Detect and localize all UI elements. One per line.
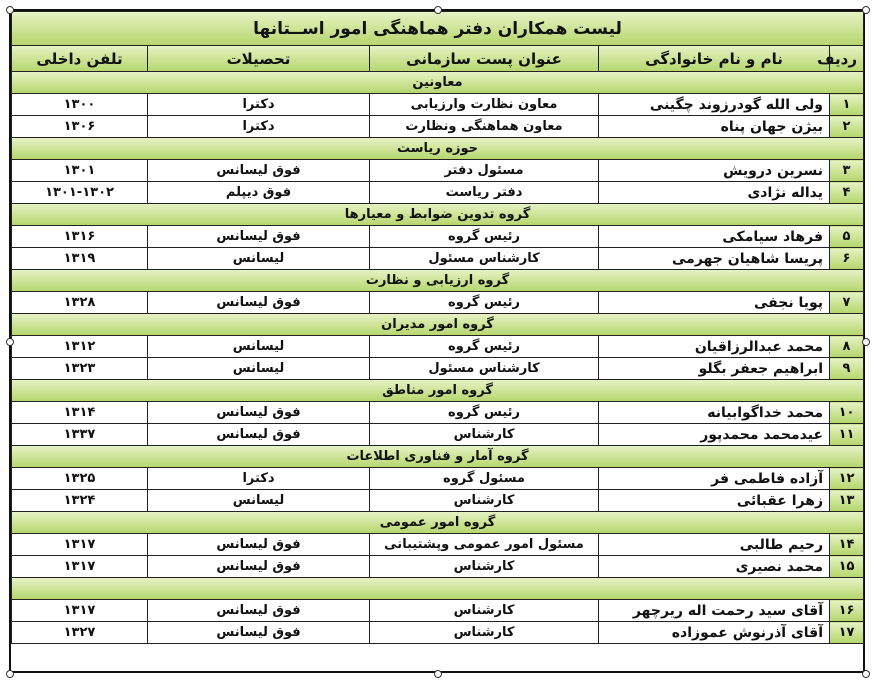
cell-index: ۱۲ bbox=[830, 468, 864, 490]
cell-phone: ۱۳۱۹ bbox=[12, 248, 148, 270]
header-name: نام و نام خانوادگی bbox=[599, 46, 830, 72]
cell-index: ۹ bbox=[830, 358, 864, 380]
cell-index: ۳ bbox=[830, 160, 864, 182]
table-row bbox=[12, 292, 864, 314]
cell-phone: ۱۳۱۷ bbox=[12, 556, 148, 578]
section-label: حوزه ریاست bbox=[12, 138, 864, 160]
cell-education: لیسانس bbox=[148, 358, 370, 380]
table-row bbox=[12, 358, 864, 380]
cell-phone: ۱۳۱۷ bbox=[12, 534, 148, 556]
table-row bbox=[12, 182, 864, 204]
table-row bbox=[12, 402, 864, 424]
cell-position: رئیس گروه bbox=[370, 336, 599, 358]
cell-phone: ۱۳۰۰ bbox=[12, 94, 148, 116]
cell-position: مسئول گروه bbox=[370, 468, 599, 490]
section-row bbox=[12, 72, 864, 94]
table-row bbox=[12, 622, 864, 644]
table-row bbox=[12, 556, 864, 578]
cell-phone: ۱۳۱۴ bbox=[12, 402, 148, 424]
resize-handle-bottom-left[interactable] bbox=[6, 670, 14, 678]
cell-phone: ۱۳۲۷ bbox=[12, 622, 148, 644]
cell-phone: ۱۳۱۲ bbox=[12, 336, 148, 358]
cell-phone: ۱۳۲۳ bbox=[12, 358, 148, 380]
cell-education: فوق لیسانس bbox=[148, 424, 370, 446]
cell-name: زهرا عقبائی bbox=[599, 490, 830, 512]
cell-name: پویا نجفی bbox=[599, 292, 830, 314]
table-row bbox=[12, 94, 864, 116]
table-row bbox=[12, 248, 864, 270]
section-row bbox=[12, 512, 864, 534]
cell-index: ۷ bbox=[830, 292, 864, 314]
cell-phone: ۱۳۰۶ bbox=[12, 116, 148, 138]
cell-name: محمد عبدالرزاقیان bbox=[599, 336, 830, 358]
header-position: عنوان پست سازمانی bbox=[370, 46, 599, 72]
table-row bbox=[12, 336, 864, 358]
cell-education: لیسانس bbox=[148, 248, 370, 270]
cell-index: ۱ bbox=[830, 94, 864, 116]
cell-position: معاون هماهنگی ونظارت bbox=[370, 116, 599, 138]
header-education: تحصیلات bbox=[148, 46, 370, 72]
cell-position: کارشناس bbox=[370, 556, 599, 578]
cell-phone: ۱۳۱۶ bbox=[12, 226, 148, 248]
section-row bbox=[12, 314, 864, 336]
cell-position: رئیس گروه bbox=[370, 292, 599, 314]
table-row bbox=[12, 490, 864, 512]
table-row bbox=[12, 468, 864, 490]
cell-position: کارشناس bbox=[370, 424, 599, 446]
cell-phone: ۱۳۳۷ bbox=[12, 424, 148, 446]
cell-index: ۱۵ bbox=[830, 556, 864, 578]
cell-position: کارشناس bbox=[370, 490, 599, 512]
section-row bbox=[12, 578, 864, 600]
header-idx: ردیف bbox=[830, 46, 864, 72]
cell-education: فوق لیسانس bbox=[148, 534, 370, 556]
cell-index: ۸ bbox=[830, 336, 864, 358]
cell-education: فوق دیپلم bbox=[148, 182, 370, 204]
cell-index: ۱۴ bbox=[830, 534, 864, 556]
cell-index: ۱۱ bbox=[830, 424, 864, 446]
cell-phone: ۱۳۲۵ bbox=[12, 468, 148, 490]
resize-handle-middle-right[interactable] bbox=[862, 338, 870, 346]
header-row bbox=[12, 46, 864, 72]
cell-education: دکترا bbox=[148, 116, 370, 138]
cell-position: معاون نظارت وارزیابی bbox=[370, 94, 599, 116]
cell-name: پریسا شاهیان جهرمی bbox=[599, 248, 830, 270]
section-label: گروه امور عمومی bbox=[12, 512, 864, 534]
cell-name: آقای آذرنوش عموزاده bbox=[599, 622, 830, 644]
resize-handle-top-right[interactable] bbox=[862, 6, 870, 14]
resize-handle-middle-left[interactable] bbox=[6, 338, 14, 346]
resize-handle-top-middle[interactable] bbox=[434, 6, 442, 14]
section-label: گروه امور مناطق bbox=[12, 380, 864, 402]
resize-handle-bottom-right[interactable] bbox=[862, 670, 870, 678]
cell-education: دکترا bbox=[148, 468, 370, 490]
cell-name: محمد نصیری bbox=[599, 556, 830, 578]
cell-index: ۲ bbox=[830, 116, 864, 138]
cell-index: ۱۳ bbox=[830, 490, 864, 512]
title-row bbox=[12, 12, 864, 46]
cell-position: کارشناس bbox=[370, 622, 599, 644]
cell-phone: ۱۳۰۱-۱۳۰۲ bbox=[12, 182, 148, 204]
section-label: گروه آمار و فناوری اطلاعات bbox=[12, 446, 864, 468]
cell-education: دکترا bbox=[148, 94, 370, 116]
cell-education: فوق لیسانس bbox=[148, 292, 370, 314]
section-row bbox=[12, 138, 864, 160]
cell-education: فوق لیسانس bbox=[148, 160, 370, 182]
cell-education: فوق لیسانس bbox=[148, 226, 370, 248]
cell-phone: ۱۳۱۷ bbox=[12, 600, 148, 622]
section-row bbox=[12, 270, 864, 292]
cell-education: لیسانس bbox=[148, 336, 370, 358]
cell-position: مسئول امور عمومی وپشتیبانی bbox=[370, 534, 599, 556]
cell-position: دفتر ریاست bbox=[370, 182, 599, 204]
cell-name: ولی الله گودرزوند چگینی bbox=[599, 94, 830, 116]
cell-index: ۱۰ bbox=[830, 402, 864, 424]
cell-phone: ۱۳۲۴ bbox=[12, 490, 148, 512]
section-label: گروه امور مدیران bbox=[12, 314, 864, 336]
table-row bbox=[12, 534, 864, 556]
cell-name: فرهاد سیامکی bbox=[599, 226, 830, 248]
section-label: معاونین bbox=[12, 72, 864, 94]
section-label: گروه ارزیابی و نظارت bbox=[12, 270, 864, 292]
table-row bbox=[12, 116, 864, 138]
cell-index: ۱۷ bbox=[830, 622, 864, 644]
resize-handle-bottom-middle[interactable] bbox=[434, 670, 442, 678]
cell-education: فوق لیسانس bbox=[148, 600, 370, 622]
cell-education: فوق لیسانس bbox=[148, 622, 370, 644]
cell-name: یداله نژادی bbox=[599, 182, 830, 204]
header-phone: تلفن داخلی bbox=[12, 46, 148, 72]
staff-table bbox=[11, 11, 864, 644]
cell-index: ۱۶ bbox=[830, 600, 864, 622]
cell-phone: ۱۳۰۱ bbox=[12, 160, 148, 182]
cell-position: کارشناس مسئول bbox=[370, 358, 599, 380]
cell-name: آزاده فاطمی فر bbox=[599, 468, 830, 490]
table-row bbox=[12, 160, 864, 182]
cell-position: کارشناس مسئول bbox=[370, 248, 599, 270]
cell-name: رحیم طالبی bbox=[599, 534, 830, 556]
section-label bbox=[12, 578, 864, 600]
cell-phone: ۱۳۲۸ bbox=[12, 292, 148, 314]
cell-education: لیسانس bbox=[148, 490, 370, 512]
cell-education: فوق لیسانس bbox=[148, 402, 370, 424]
cell-index: ۴ bbox=[830, 182, 864, 204]
cell-name: ابراهیم جعفر بگلو bbox=[599, 358, 830, 380]
cell-index: ۵ bbox=[830, 226, 864, 248]
section-row bbox=[12, 380, 864, 402]
cell-name: عیدمحمد محمدپور bbox=[599, 424, 830, 446]
cell-position: کارشناس bbox=[370, 600, 599, 622]
cell-position: رئیس گروه bbox=[370, 402, 599, 424]
section-label: گروه تدوین ضوابط و معیارها bbox=[12, 204, 864, 226]
table-row bbox=[12, 424, 864, 446]
resize-handle-top-left[interactable] bbox=[6, 6, 14, 14]
cell-name: نسرین درویش bbox=[599, 160, 830, 182]
cell-education: فوق لیسانس bbox=[148, 556, 370, 578]
staff-table-frame bbox=[9, 9, 865, 673]
cell-name: آقای سید رحمت اله ریرچهر bbox=[599, 600, 830, 622]
cell-position: رئیس گروه bbox=[370, 226, 599, 248]
cell-position: مسئول دفتر bbox=[370, 160, 599, 182]
table-title: لیست همکاران دفتر هماهنگی امور اســتانها bbox=[12, 12, 864, 46]
cell-index: ۶ bbox=[830, 248, 864, 270]
cell-name: بیژن جهان پناه bbox=[599, 116, 830, 138]
table-row bbox=[12, 600, 864, 622]
table-row bbox=[12, 226, 864, 248]
cell-name: محمد خداگوابیانه bbox=[599, 402, 830, 424]
section-row bbox=[12, 204, 864, 226]
section-row bbox=[12, 446, 864, 468]
